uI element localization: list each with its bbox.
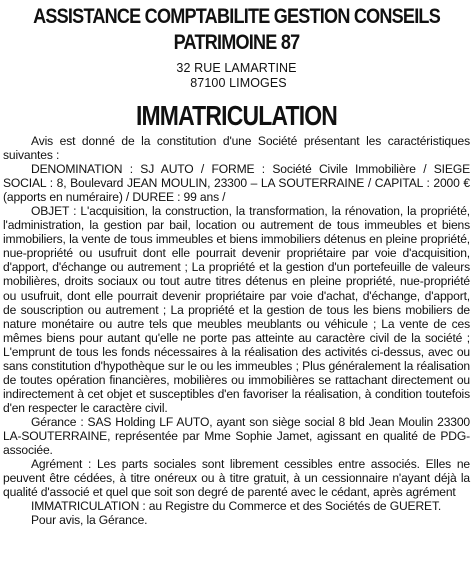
paragraph-immatriculation: IMMATRICULATION : au Registre du Commerce et des Sociétés de GUERET. bbox=[31, 499, 442, 514]
paragraph-gerance: Gérance : SAS Holding LF AUTO, ayant son siège social 8 bld Jean Moulin 23300 LA-SOUTERRAINE, représentée par Mme Sophie Jamet, agissant en qualité de PDG-associée. bbox=[3, 414, 470, 458]
paragraph-signature: Pour avis, la Gérance. bbox=[31, 513, 148, 528]
paragraph-objet: OBJET : L'acquisition, la construction, la transformation, la rénovation, la propriété, l'administration, la gestion par bail, location ou autrement de tous immeubles et biens immobiliers, la vente de tous immeubles et biens immobiliers détenus en pleine propriété, nue-propriété ou usufruit dont elle pourrait devenir propriétaire par voie d'acquisition, d'apport, d'échange ou autrement ; La propriété et la gestion d'un portefeuille de valeurs mobilières, droits sociaux ou tout autre titres détenus en pleine propriété, nue-propriété ou usufruit, dont elle pourrait devenir propriétaire par voie d'achat, d'échange, d'apport, de souscription ou autrement ; La propriété et la gestion de tous les biens mobiliers de nature monétaire ou autre tels que meubles meublants ou véhicule ; La vente de ces mêmes biens pour autant qu'elle ne porte pas atteinte au caractère civil de la société ; L'emprunt de tous les fonds nécessaires à la réalisation des activités ci-dessus, avec ou sans constitution d'hypothèque sur le ou les immeubles ; Plus généralement la réalisation de toutes opération financières, mobilières ou immobilières se rattachant directement ou indirectement à cet objet et susceptibles d'en favoriser la réalisation, à condition toutefois d'en respecter le caractère civil. bbox=[3, 204, 470, 415]
address-city: 87100 LIMOGES bbox=[190, 75, 287, 90]
paragraph-intro: Avis est donné de la constitution d'une Société présentant les caractéristiques suivantes : bbox=[3, 134, 470, 163]
notice-heading: IMMATRICULATION bbox=[135, 100, 338, 131]
company-name-line2: PATRIMOINE 87 bbox=[173, 31, 300, 54]
company-name: ASSISTANCE COMPTABILITE GESTION CONSEILS bbox=[33, 5, 440, 28]
paragraph-denomination: DENOMINATION : SJ AUTO / FORME : Société Civile Immobilière / SIEGE SOCIAL : 8, Boulevard JEAN MOULIN, 23300 – LA SOUTERRAINE / CAPITAL : 2000 € (apports en numéraire) / DUREE : 99 ans / bbox=[3, 162, 470, 205]
company-address bbox=[0, 61, 473, 90]
paragraph-agrement: Agrément : Les parts sociales sont librement cessibles entre associés. Elles ne peuvent être cédées, à titre onéreux ou à titre gratuit, à un cessionnaire n'ayant déjà la qualité d'associé et quel que soit son degré de parenté avec le cédant, après agrément bbox=[3, 457, 470, 500]
address-street: 32 RUE LAMARTINE bbox=[176, 61, 297, 75]
notice-body bbox=[0, 134, 473, 527]
